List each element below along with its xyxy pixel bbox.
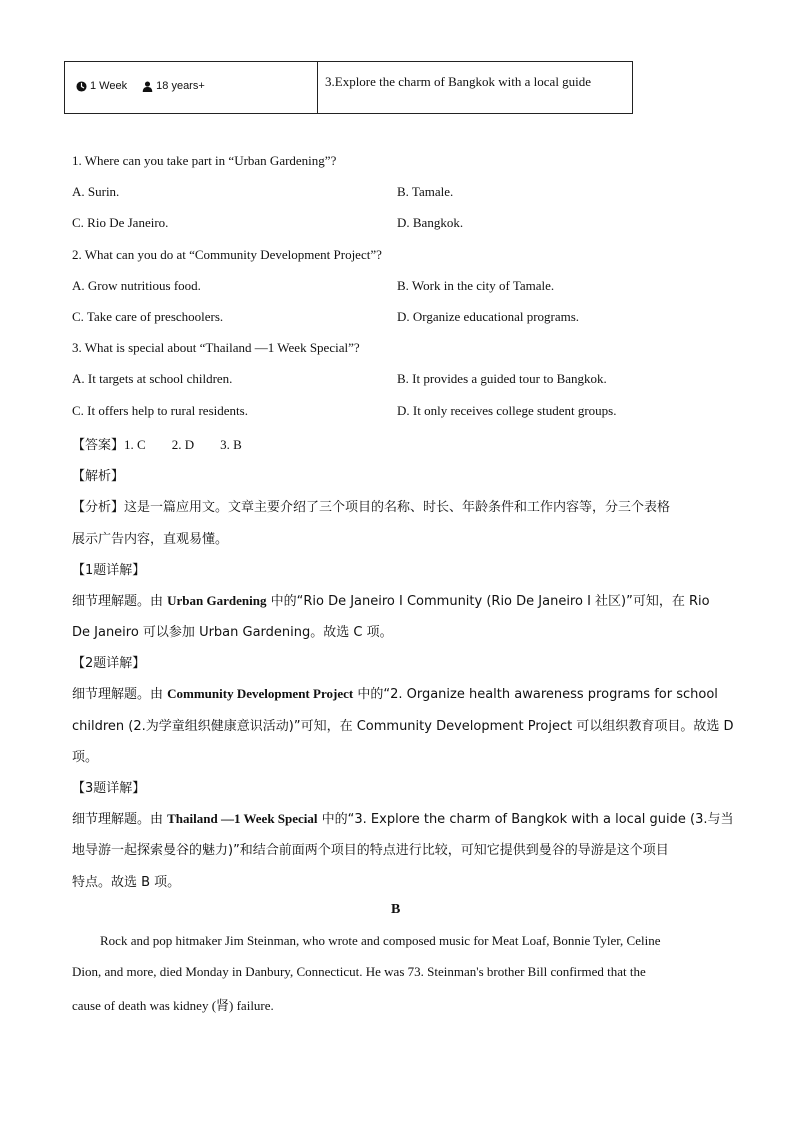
question-3: 3. What is special about “Thailand —1 Week Special”?: [72, 340, 360, 355]
q1-option-c: C. Rio De Janeiro.: [72, 215, 169, 230]
answer-line: [72, 434, 242, 453]
section-b-line-3: cause of death was kidney (肾) failure.: [72, 998, 274, 1013]
answer-label: 【答案】: [72, 438, 125, 453]
q3-option-a: A. It targets at school children.: [72, 371, 233, 386]
clock-icon: [76, 81, 87, 92]
detail-1-pre: 细节理解题。由: [72, 594, 168, 609]
program-info-table: [64, 61, 633, 114]
q1-option-b: B. Tamale.: [397, 184, 454, 199]
detail-3-line-3: 特点。故选 B 项。: [72, 875, 181, 890]
section-b-line-1: Rock and pop hitmaker Jim Steinman, who wrote and composed music for Meat Loaf, Bonnie Tyler, Celine: [100, 933, 661, 948]
section-b-line-2: Dion, and more, died Monday in Danbury, Connecticut. He was 73. Steinman's brother Bill confirmed that the: [72, 964, 646, 979]
detail-2-keyword: Community Development Project: [167, 686, 354, 701]
answer-2: 2. D: [171, 437, 195, 452]
answer-3: 3. B: [220, 437, 242, 452]
q3-option-c: C. It offers help to rural residents.: [72, 403, 248, 418]
detail-3-post: 中的“3. Explore the charm of Bangkok with a local guide (3.与当: [317, 812, 734, 827]
q3-option-b: B. It provides a guided tour to Bangkok.: [397, 371, 607, 386]
q2-option-b: B. Work in the city of Tamale.: [397, 278, 555, 293]
detail-3-line-1: [72, 808, 734, 827]
detail-2-post: 中的“2. Organize health awareness programs for school: [353, 687, 718, 702]
detail-3-line-2: 地导游一起探索曼谷的魅力)”和结合前面两个项目的特点进行比较，可知它提供到曼谷的导游是这个项目: [72, 843, 669, 858]
detail-3-label: 【3题详解】: [72, 781, 146, 796]
program-meta-cell: [65, 62, 318, 114]
detail-2-pre: 细节理解题。由: [72, 687, 168, 702]
fenxi-line-2: 展示广告内容，直观易懂。: [72, 532, 229, 547]
q2-option-a: A. Grow nutritious food.: [72, 278, 201, 293]
detail-2-line-1: [72, 683, 718, 702]
analysis-label: 【解析】: [72, 469, 125, 484]
answer-1: 1. C: [124, 437, 146, 452]
q2-option-d: D. Organize educational programs.: [397, 309, 580, 324]
age-meta: [142, 80, 205, 92]
question-1: 1. Where can you take part in “Urban Gardening”?: [72, 153, 337, 168]
fenxi-line-1: 【分析】这是一篇应用文。文章主要介绍了三个项目的名称、时长、年龄条件和工作内容等，分三个表格: [72, 500, 671, 515]
detail-3-pre: 细节理解题。由: [72, 812, 168, 827]
detail-2-label: 【2题详解】: [72, 656, 146, 671]
q3-option-d: D. It only receives college student groups.: [397, 403, 617, 418]
detail-3-keyword: Thailand —1 Week Special: [167, 811, 318, 826]
detail-1-line-1: [72, 590, 710, 609]
section-b-heading: B: [391, 902, 401, 917]
program-item-cell: 3.Explore the charm of Bangkok with a local guide: [318, 62, 633, 114]
detail-2-line-3: 项。: [72, 750, 99, 765]
person-icon: [142, 81, 153, 92]
question-2: 2. What can you do at “Community Development Project”?: [72, 247, 382, 262]
detail-1-post: 中的“Rio De Janeiro I Community (Rio De Janeiro I 社区)”可知，在 Rio: [266, 594, 710, 609]
detail-1-keyword: Urban Gardening: [167, 593, 267, 608]
age-text: 18 years+: [156, 80, 205, 93]
q2-option-c: C. Take care of preschoolers.: [72, 309, 224, 324]
detail-1-line-2: De Janeiro 可以参加 Urban Gardening。故选 C 项。: [72, 625, 393, 640]
duration-meta: [76, 80, 127, 92]
detail-1-label: 【1题详解】: [72, 563, 146, 578]
q1-option-a: A. Surin.: [72, 184, 120, 199]
detail-2-line-2: children (2.为学童组织健康意识活动)”可知，在 Community Development Project 可以组织教育项目。故选 D: [72, 719, 734, 734]
duration-text: 1 Week: [90, 80, 128, 93]
q1-option-d: D. Bangkok.: [397, 215, 464, 230]
